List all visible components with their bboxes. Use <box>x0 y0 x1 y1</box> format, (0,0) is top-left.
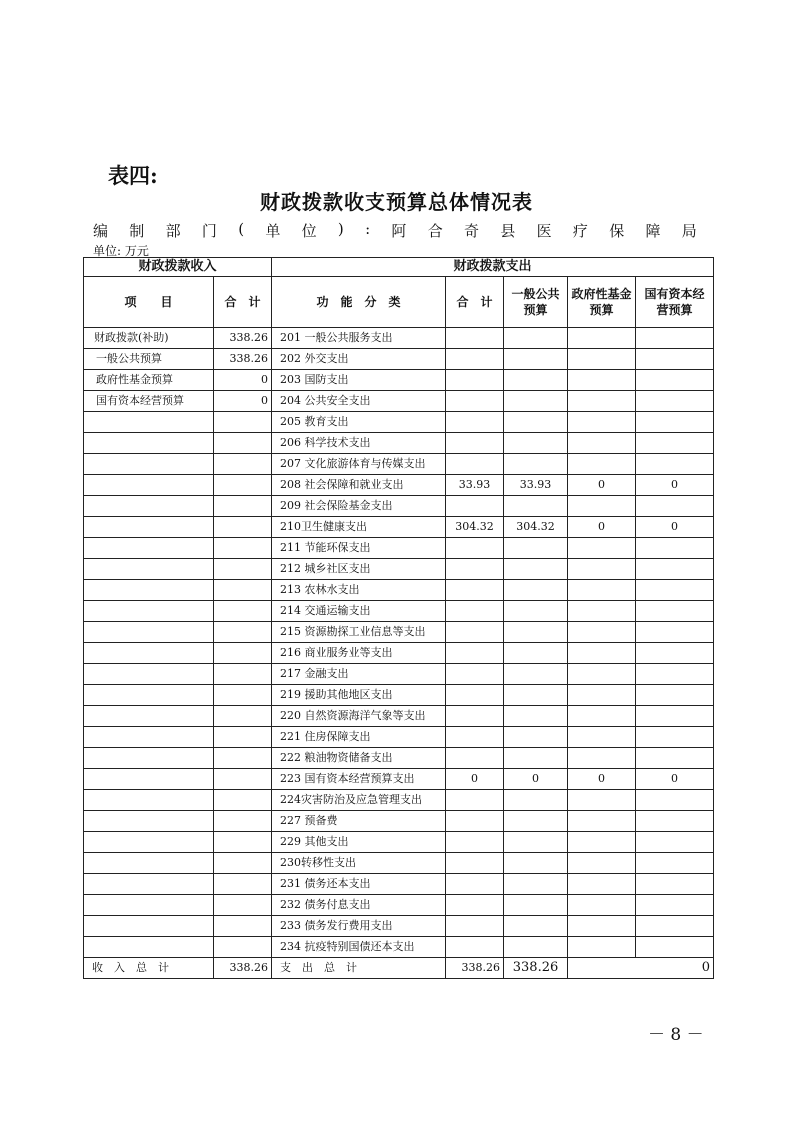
department-char: ( <box>238 220 245 238</box>
expense-total-cell <box>446 643 504 664</box>
income-value-cell <box>214 937 272 958</box>
income-value-cell <box>214 790 272 811</box>
col-general-budget-header: 一般公共预算 <box>504 277 568 328</box>
fund-budget-cell <box>568 538 636 559</box>
general-budget-cell <box>504 370 568 391</box>
table-row <box>84 391 714 412</box>
state-capital-cell <box>636 643 714 664</box>
state-capital-cell <box>636 832 714 853</box>
table-row <box>84 370 714 391</box>
income-total-value: 338.26 <box>214 958 272 979</box>
other-total-value: 0 <box>568 958 714 979</box>
expense-total-cell <box>446 622 504 643</box>
function-class-cell: 219 援助其他地区支出 <box>272 685 446 706</box>
expense-total-cell <box>446 937 504 958</box>
department-char: 位 <box>301 222 317 240</box>
state-capital-cell <box>636 664 714 685</box>
state-capital-cell <box>636 622 714 643</box>
state-capital-cell <box>636 328 714 349</box>
function-class-cell: 213 农林水支出 <box>272 580 446 601</box>
table-row <box>84 916 714 937</box>
general-budget-cell <box>504 685 568 706</box>
income-label-cell <box>84 538 214 559</box>
income-label-cell <box>84 916 214 937</box>
income-value-cell <box>214 454 272 475</box>
expense-total-cell <box>446 664 504 685</box>
expense-total-cell <box>446 328 504 349</box>
unit-label: 单位: 万元 <box>93 244 149 258</box>
income-label-cell <box>84 643 214 664</box>
income-label-cell: 一般公共预算 <box>84 349 214 370</box>
state-capital-cell: 0 <box>636 769 714 790</box>
function-class-cell: 217 金融支出 <box>272 664 446 685</box>
function-class-cell: 201 一般公共服务支出 <box>272 328 446 349</box>
table-row <box>84 727 714 748</box>
state-capital-cell <box>636 454 714 475</box>
table-row <box>84 874 714 895</box>
fund-budget-cell <box>568 937 636 958</box>
function-class-cell: 209 社会保险基金支出 <box>272 496 446 517</box>
income-label-cell: 财政拨款(补助) <box>84 328 214 349</box>
general-budget-cell <box>504 391 568 412</box>
expense-total-cell <box>446 559 504 580</box>
table-row <box>84 937 714 958</box>
expense-total-cell <box>446 454 504 475</box>
general-budget-cell <box>504 601 568 622</box>
income-value-cell <box>214 622 272 643</box>
col-expense-total-header: 合 计 <box>446 277 504 328</box>
expense-total-label: 支 出 总 计 <box>272 958 446 979</box>
state-capital-cell <box>636 874 714 895</box>
income-label-cell <box>84 727 214 748</box>
income-total-label: 收 入 总 计 <box>84 958 214 979</box>
fund-budget-cell <box>568 664 636 685</box>
fund-budget-cell: 0 <box>568 769 636 790</box>
income-label-cell <box>84 853 214 874</box>
fund-budget-cell: 0 <box>568 475 636 496</box>
state-capital-cell: 0 <box>636 475 714 496</box>
general-budget-cell <box>504 580 568 601</box>
state-capital-cell <box>636 895 714 916</box>
general-budget-cell <box>504 706 568 727</box>
fund-budget-cell <box>568 454 636 475</box>
department-char: 门 <box>201 222 217 240</box>
income-value-cell <box>214 832 272 853</box>
expense-total-cell <box>446 790 504 811</box>
income-value-cell <box>214 916 272 937</box>
department-char: 部 <box>165 222 181 240</box>
expense-total-cell <box>446 706 504 727</box>
fund-budget-cell <box>568 748 636 769</box>
table-row <box>84 412 714 433</box>
function-class-cell: 227 预备费 <box>272 811 446 832</box>
income-label-cell <box>84 622 214 643</box>
expense-total-cell <box>446 748 504 769</box>
function-class-cell: 202 外交支出 <box>272 349 446 370</box>
income-label-cell <box>84 433 214 454</box>
state-capital-cell <box>636 706 714 727</box>
income-label-cell <box>84 685 214 706</box>
general-budget-cell <box>504 622 568 643</box>
col-function-header: 功 能 分 类 <box>272 277 446 328</box>
expense-section-header: 财政拨款支出 <box>272 258 714 277</box>
page-number: － 8 － <box>648 1025 704 1045</box>
function-class-cell: 223 国有资本经营预算支出 <box>272 769 446 790</box>
state-capital-cell <box>636 748 714 769</box>
department-line <box>93 220 697 241</box>
income-value-cell <box>214 769 272 790</box>
state-capital-cell <box>636 412 714 433</box>
income-value-cell: 338.26 <box>214 328 272 349</box>
function-class-cell: 204 公共安全支出 <box>272 391 446 412</box>
general-budget-cell: 0 <box>504 769 568 790</box>
income-value-cell: 338.26 <box>214 349 272 370</box>
fund-budget-cell <box>568 706 636 727</box>
table-row <box>84 832 714 853</box>
table-row <box>84 811 714 832</box>
table-row <box>84 559 714 580</box>
budget-table <box>83 257 714 979</box>
function-class-cell: 224灾害防治及应急管理支出 <box>272 790 446 811</box>
table-row <box>84 349 714 370</box>
fund-budget-cell <box>568 580 636 601</box>
table-row <box>84 685 714 706</box>
income-value-cell <box>214 895 272 916</box>
fund-budget-cell <box>568 727 636 748</box>
department-char: 局 <box>681 222 697 240</box>
function-class-cell: 208 社会保障和就业支出 <box>272 475 446 496</box>
table-row <box>84 706 714 727</box>
function-class-cell: 231 债务还本支出 <box>272 874 446 895</box>
fund-budget-cell <box>568 895 636 916</box>
income-label-cell <box>84 769 214 790</box>
fund-budget-cell <box>568 811 636 832</box>
income-label-cell <box>84 664 214 685</box>
department-char: : <box>365 220 371 238</box>
income-label-cell <box>84 496 214 517</box>
fund-budget-cell <box>568 874 636 895</box>
expense-total-cell <box>446 349 504 370</box>
col-fund-budget-header: 政府性基金预算 <box>568 277 636 328</box>
general-budget-cell <box>504 643 568 664</box>
fund-budget-cell <box>568 622 636 643</box>
income-value-cell <box>214 412 272 433</box>
general-budget-cell <box>504 916 568 937</box>
table-label: 表四: <box>108 163 158 188</box>
table-row <box>84 454 714 475</box>
general-budget-cell: 33.93 <box>504 475 568 496</box>
general-budget-cell <box>504 937 568 958</box>
state-capital-cell <box>636 391 714 412</box>
expense-total-cell <box>446 580 504 601</box>
table-row <box>84 601 714 622</box>
general-total-value: 338.26 <box>504 958 568 979</box>
expense-total-cell <box>446 727 504 748</box>
department-char: 县 <box>500 222 516 240</box>
income-label-cell: 政府性基金预算 <box>84 370 214 391</box>
income-label-cell <box>84 790 214 811</box>
income-value-cell <box>214 706 272 727</box>
state-capital-cell <box>636 811 714 832</box>
state-capital-cell <box>636 685 714 706</box>
income-value-cell <box>214 517 272 538</box>
function-class-cell: 216 商业服务业等支出 <box>272 643 446 664</box>
state-capital-cell <box>636 937 714 958</box>
function-class-cell: 233 债务发行费用支出 <box>272 916 446 937</box>
income-value-cell <box>214 433 272 454</box>
general-budget-cell <box>504 790 568 811</box>
general-budget-cell <box>504 811 568 832</box>
table-row <box>84 895 714 916</box>
income-value-cell <box>214 643 272 664</box>
state-capital-cell <box>636 496 714 517</box>
expense-total-cell <box>446 538 504 559</box>
col-item-header: 项 目 <box>84 277 214 328</box>
general-budget-cell <box>504 559 568 580</box>
expense-total-cell: 0 <box>446 769 504 790</box>
state-capital-cell <box>636 370 714 391</box>
income-value-cell <box>214 538 272 559</box>
fund-budget-cell: 0 <box>568 517 636 538</box>
expense-total-cell <box>446 433 504 454</box>
function-class-cell: 229 其他支出 <box>272 832 446 853</box>
income-value-cell <box>214 580 272 601</box>
department-char: 保 <box>609 222 625 240</box>
income-label-cell <box>84 559 214 580</box>
general-budget-cell <box>504 412 568 433</box>
income-label-cell <box>84 937 214 958</box>
table-row <box>84 496 714 517</box>
general-budget-cell <box>504 895 568 916</box>
department-char: 疗 <box>572 222 588 240</box>
state-capital-cell <box>636 601 714 622</box>
general-budget-cell <box>504 664 568 685</box>
general-budget-cell: 304.32 <box>504 517 568 538</box>
function-class-cell: 230转移性支出 <box>272 853 446 874</box>
expense-total-cell <box>446 853 504 874</box>
state-capital-cell <box>636 433 714 454</box>
income-label-cell <box>84 475 214 496</box>
general-budget-cell <box>504 454 568 475</box>
income-value-cell <box>214 601 272 622</box>
department-char: 合 <box>427 222 443 240</box>
income-value-cell: 0 <box>214 370 272 391</box>
function-class-cell: 221 住房保障支出 <box>272 727 446 748</box>
expense-total-cell <box>446 370 504 391</box>
function-class-cell: 232 债务付息支出 <box>272 895 446 916</box>
income-value-cell <box>214 685 272 706</box>
department-char: 单 <box>265 222 281 240</box>
department-char: 阿 <box>391 222 407 240</box>
state-capital-cell <box>636 916 714 937</box>
income-value-cell: 0 <box>214 391 272 412</box>
income-label-cell <box>84 874 214 895</box>
function-class-cell: 214 交通运输支出 <box>272 601 446 622</box>
expense-total-cell: 33.93 <box>446 475 504 496</box>
function-class-cell: 210卫生健康支出 <box>272 517 446 538</box>
income-value-cell <box>214 853 272 874</box>
table-row <box>84 475 714 496</box>
function-class-cell: 222 粮油物资储备支出 <box>272 748 446 769</box>
function-class-cell: 211 节能环保支出 <box>272 538 446 559</box>
table-row <box>84 580 714 601</box>
income-label-cell <box>84 748 214 769</box>
income-label-cell <box>84 811 214 832</box>
expense-total-cell <box>446 685 504 706</box>
expense-total-cell <box>446 832 504 853</box>
function-class-cell: 234 抗疫特别国债还本支出 <box>272 937 446 958</box>
function-class-cell: 205 教育支出 <box>272 412 446 433</box>
state-capital-cell <box>636 727 714 748</box>
income-label-cell <box>84 895 214 916</box>
department-char: 医 <box>536 222 552 240</box>
state-capital-cell <box>636 580 714 601</box>
fund-budget-cell <box>568 685 636 706</box>
function-class-cell: 212 城乡社区支出 <box>272 559 446 580</box>
income-value-cell <box>214 874 272 895</box>
general-budget-cell <box>504 748 568 769</box>
income-value-cell <box>214 664 272 685</box>
general-budget-cell <box>504 349 568 370</box>
state-capital-cell: 0 <box>636 517 714 538</box>
state-capital-cell <box>636 349 714 370</box>
general-budget-cell <box>504 727 568 748</box>
income-label-cell <box>84 454 214 475</box>
general-budget-cell <box>504 433 568 454</box>
department-char: 奇 <box>464 222 480 240</box>
income-label-cell <box>84 412 214 433</box>
col-state-capital-header: 国有资本经营预算 <box>636 277 714 328</box>
table-row <box>84 328 714 349</box>
expense-total-cell <box>446 496 504 517</box>
table-row <box>84 664 714 685</box>
state-capital-cell <box>636 790 714 811</box>
fund-budget-cell <box>568 853 636 874</box>
function-class-cell: 207 文化旅游体育与传媒支出 <box>272 454 446 475</box>
income-label-cell <box>84 601 214 622</box>
function-class-cell: 203 国防支出 <box>272 370 446 391</box>
general-budget-cell <box>504 496 568 517</box>
table-row <box>84 790 714 811</box>
income-value-cell <box>214 727 272 748</box>
expense-total-cell <box>446 811 504 832</box>
fund-budget-cell <box>568 328 636 349</box>
department-char: ) <box>337 220 344 238</box>
expense-total-cell: 304.32 <box>446 517 504 538</box>
income-value-cell <box>214 559 272 580</box>
fund-budget-cell <box>568 790 636 811</box>
function-class-cell: 215 资源勘探工业信息等支出 <box>272 622 446 643</box>
state-capital-cell <box>636 853 714 874</box>
expense-total-cell <box>446 412 504 433</box>
income-label-cell <box>84 580 214 601</box>
state-capital-cell <box>636 538 714 559</box>
fund-budget-cell <box>568 916 636 937</box>
fund-budget-cell <box>568 559 636 580</box>
income-label-cell <box>84 832 214 853</box>
table-row <box>84 643 714 664</box>
income-label-cell <box>84 706 214 727</box>
income-label-cell <box>84 517 214 538</box>
department-char: 制 <box>129 222 145 240</box>
table-row <box>84 517 714 538</box>
expense-total-value: 338.26 <box>446 958 504 979</box>
col-total-header: 合 计 <box>214 277 272 328</box>
fund-budget-cell <box>568 832 636 853</box>
fund-budget-cell <box>568 412 636 433</box>
department-char: 编 <box>93 222 109 240</box>
fund-budget-cell <box>568 391 636 412</box>
general-budget-cell <box>504 328 568 349</box>
expense-total-cell <box>446 601 504 622</box>
income-label-cell: 国有资本经营预算 <box>84 391 214 412</box>
fund-budget-cell <box>568 601 636 622</box>
fund-budget-cell <box>568 643 636 664</box>
totals-row <box>84 958 714 979</box>
expense-total-cell <box>446 895 504 916</box>
table-row <box>84 622 714 643</box>
general-budget-cell <box>504 874 568 895</box>
fund-budget-cell <box>568 370 636 391</box>
fund-budget-cell <box>568 433 636 454</box>
income-value-cell <box>214 496 272 517</box>
income-value-cell <box>214 475 272 496</box>
function-class-cell: 220 自然资源海洋气象等支出 <box>272 706 446 727</box>
general-budget-cell <box>504 832 568 853</box>
table-body <box>84 328 714 958</box>
expense-total-cell <box>446 391 504 412</box>
fund-budget-cell <box>568 349 636 370</box>
fund-budget-cell <box>568 496 636 517</box>
table-row <box>84 538 714 559</box>
function-class-cell: 206 科学技术支出 <box>272 433 446 454</box>
table-row <box>84 433 714 454</box>
expense-total-cell <box>446 874 504 895</box>
table-row <box>84 748 714 769</box>
income-value-cell <box>214 748 272 769</box>
expense-total-cell <box>446 916 504 937</box>
department-char: 障 <box>645 222 661 240</box>
income-section-header: 财政拨款收入 <box>84 258 272 277</box>
state-capital-cell <box>636 559 714 580</box>
general-budget-cell <box>504 538 568 559</box>
general-budget-cell <box>504 853 568 874</box>
table-row <box>84 769 714 790</box>
income-value-cell <box>214 811 272 832</box>
table-row <box>84 853 714 874</box>
document-title: 财政拨款收支预算总体情况表 <box>260 190 533 214</box>
